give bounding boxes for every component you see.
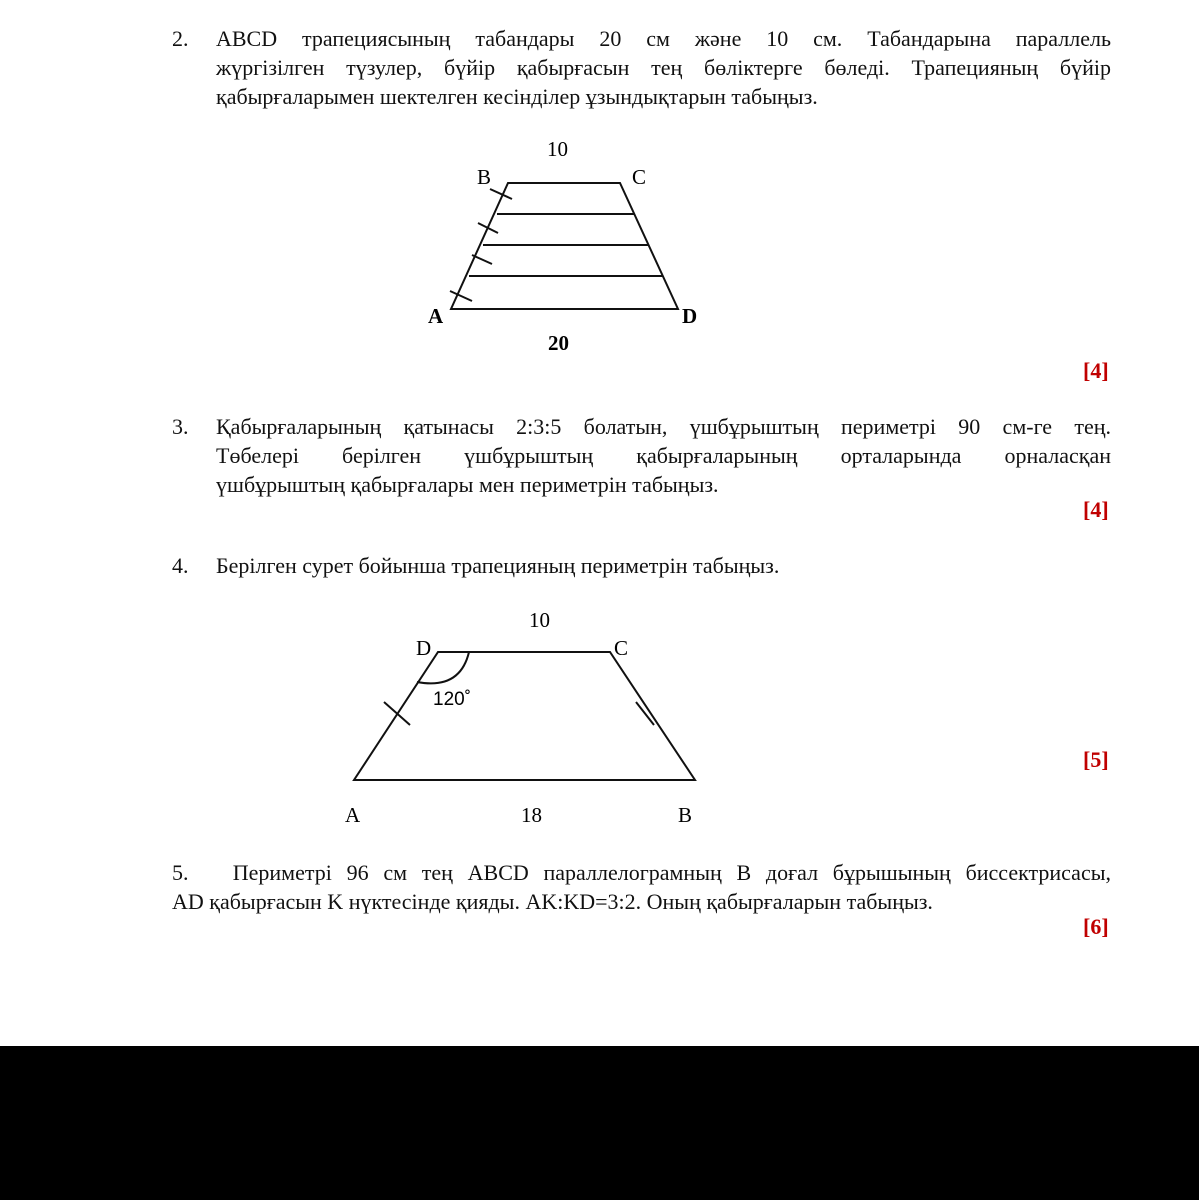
vertex-label-c: C — [632, 165, 647, 189]
score-badge: [6] — [1083, 914, 1109, 939]
vertex-label-c: C — [614, 636, 629, 660]
base-label-top: 10 — [529, 608, 550, 632]
trapezoid-figure-1 — [420, 130, 740, 370]
vertex-label-b: B — [477, 165, 492, 189]
bottom-black-bar — [0, 1046, 1199, 1200]
text-line: қабырғаларымен шектелген кесінділер ұзындықтарын табыңыз. — [216, 84, 818, 109]
problem-text — [216, 551, 1111, 580]
problem-text — [216, 24, 1111, 111]
vertex-label-d: D — [416, 636, 432, 660]
problem-number: 5. — [172, 860, 189, 885]
tick-mark — [472, 255, 492, 264]
tick-mark — [384, 702, 410, 725]
vertex-label-a: A — [345, 803, 361, 827]
problem-number: 3. — [172, 414, 189, 439]
trapezoid-figure-2 — [330, 605, 730, 835]
score-badge: [4] — [1083, 497, 1109, 522]
trapezoid-outline — [354, 652, 695, 780]
problem-number: 2. — [172, 26, 189, 51]
text-line: үшбұрыштың қабырғалары мен периметрін табыңыз. — [216, 472, 719, 497]
text-line: AD қабырғасын K нүктесінде қияды. AK:KD=3:2. Оның қабырғаларын табыңыз. — [172, 889, 933, 914]
tick-mark — [450, 291, 472, 301]
text-line: ABCD трапециясының табандары 20 см және 10 см. Табандарына параллель — [216, 26, 1111, 51]
text-line — [172, 858, 1111, 887]
text-line: жүргізілген түзулер, бүйір қабырғасын тең бөліктерге бөледі. Трапецияның бүйір — [216, 55, 1111, 80]
text-line-content: Периметрі 96 см тең ABCD параллелограмның B доғал бұрышының биссектрисасы, — [232, 860, 1111, 885]
base-label-bottom: 20 — [548, 331, 569, 355]
score-badge: [4] — [1083, 358, 1109, 383]
text-line: Қабырғаларының қатынасы 2:3:5 болатын, үшбұрыштың периметрі 90 см-ге тең. — [216, 414, 1111, 439]
vertex-label-a: A — [428, 304, 444, 328]
vertex-label-b: B — [678, 803, 693, 827]
tick-mark — [478, 223, 498, 233]
problem-number: 4. — [172, 553, 189, 578]
base-label-top: 10 — [547, 137, 568, 161]
problem-text — [172, 858, 1111, 916]
score-badge: [5] — [1083, 747, 1109, 772]
vertex-label-d: D — [682, 304, 698, 328]
problem-text — [216, 412, 1111, 499]
angle-label: 120˚ — [433, 689, 472, 710]
text-line: Төбелері берілген үшбұрыштың қабырғаларының орталарында орналасқан — [216, 443, 1111, 468]
base-label-bottom: 18 — [521, 803, 542, 827]
text-line: Берілген сурет бойынша трапецияның периметрін табыңыз. — [216, 553, 780, 578]
